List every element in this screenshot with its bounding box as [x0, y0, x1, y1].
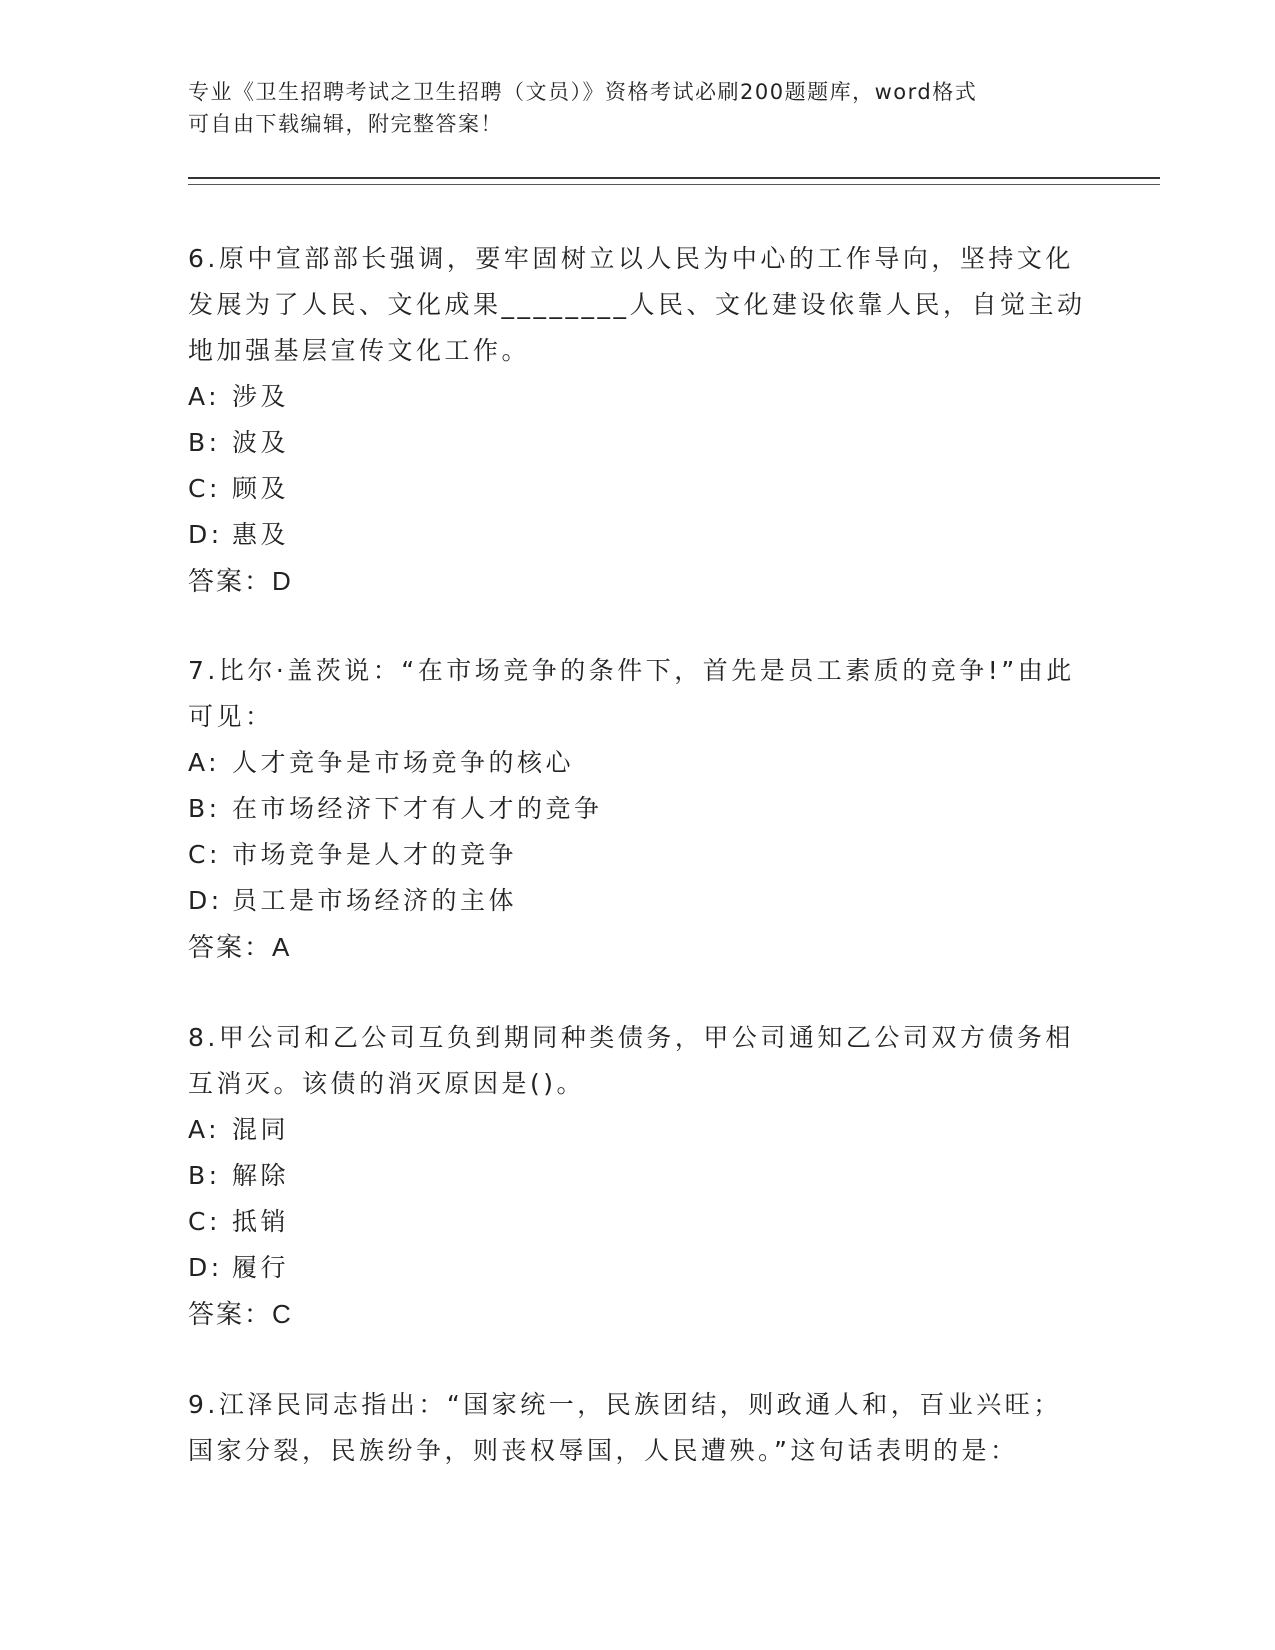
- answer-line: 答案：D: [188, 566, 293, 596]
- header-line-1: 专业《卫生招聘考试之卫生招聘（文员）》资格考试必刷200题题库，word格式: [188, 80, 978, 104]
- question-stem: 7.比尔·盖茨说：“在市场竞争的条件下，首先是员工素质的竞争!”由此可见：: [188, 656, 1075, 731]
- option-b: [188, 420, 1088, 466]
- option-letter: D:: [188, 1253, 223, 1282]
- option-letter: A:: [188, 748, 221, 777]
- answer-line: 答案：A: [188, 932, 292, 962]
- option-a: [188, 1107, 1088, 1153]
- option-text: 市场竞争是人才的竞争: [232, 840, 518, 869]
- option-b: [188, 1153, 1088, 1199]
- option-letter: D:: [188, 886, 223, 915]
- option-letter: A:: [188, 382, 221, 411]
- option-d: [188, 512, 1088, 558]
- option-c: [188, 466, 1088, 512]
- option-letter: C:: [188, 474, 221, 503]
- option-letter: A:: [188, 1115, 221, 1144]
- question-7: [188, 648, 1088, 970]
- answer-line: 答案：C: [188, 1299, 293, 1329]
- option-text: 在市场经济下才有人才的竞争: [232, 794, 603, 823]
- question-stem: 8.甲公司和乙公司互负到期同种类债务，甲公司通知乙公司双方债务相互消灭。该债的消灭原因是()。: [188, 1023, 1074, 1098]
- question-stem: 6.原中宣部部长强调，要牢固树立以人民为中心的工作导向，坚持文化发展为了人民、文化成果________人民、文化建设依靠人民，自觉主动地加强基层宣传文化工作。: [188, 244, 1086, 365]
- option-text: 顾及: [232, 474, 290, 503]
- option-text: 混同: [232, 1115, 290, 1144]
- option-text: 履行: [232, 1253, 290, 1282]
- question-stem: 9.江泽民同志指出：“国家统一，民族团结，则政通人和，百业兴旺；国家分裂，民族纷争，则丧权辱国，人民遭殃。”这句话表明的是：: [188, 1390, 1062, 1465]
- option-c: [188, 832, 1088, 878]
- option-letter: C:: [188, 1207, 221, 1236]
- option-text: 抵销: [232, 1207, 290, 1236]
- question-6: [188, 236, 1088, 604]
- option-text: 解除: [232, 1161, 290, 1190]
- option-text: 惠及: [232, 520, 290, 549]
- option-a: [188, 740, 1088, 786]
- option-d: [188, 878, 1088, 924]
- option-a: [188, 374, 1088, 420]
- option-b: [188, 786, 1088, 832]
- option-d: [188, 1245, 1088, 1291]
- header-line-2: 可自由下载编辑，附完整答案！: [188, 112, 503, 136]
- question-9: [188, 1382, 1088, 1474]
- option-text: 员工是市场经济的主体: [232, 886, 518, 915]
- document-header: [188, 76, 1088, 140]
- option-text: 人才竞争是市场竞争的核心: [232, 748, 575, 777]
- option-c: [188, 1199, 1088, 1245]
- header-divider-thick: [188, 177, 1160, 179]
- option-text: 波及: [232, 428, 290, 457]
- option-letter: B:: [188, 794, 221, 823]
- option-letter: B:: [188, 428, 221, 457]
- question-8: [188, 1015, 1088, 1337]
- option-letter: B:: [188, 1161, 221, 1190]
- option-letter: D:: [188, 520, 223, 549]
- option-letter: C:: [188, 840, 221, 869]
- header-divider-thin: [188, 184, 1160, 185]
- option-text: 涉及: [232, 382, 290, 411]
